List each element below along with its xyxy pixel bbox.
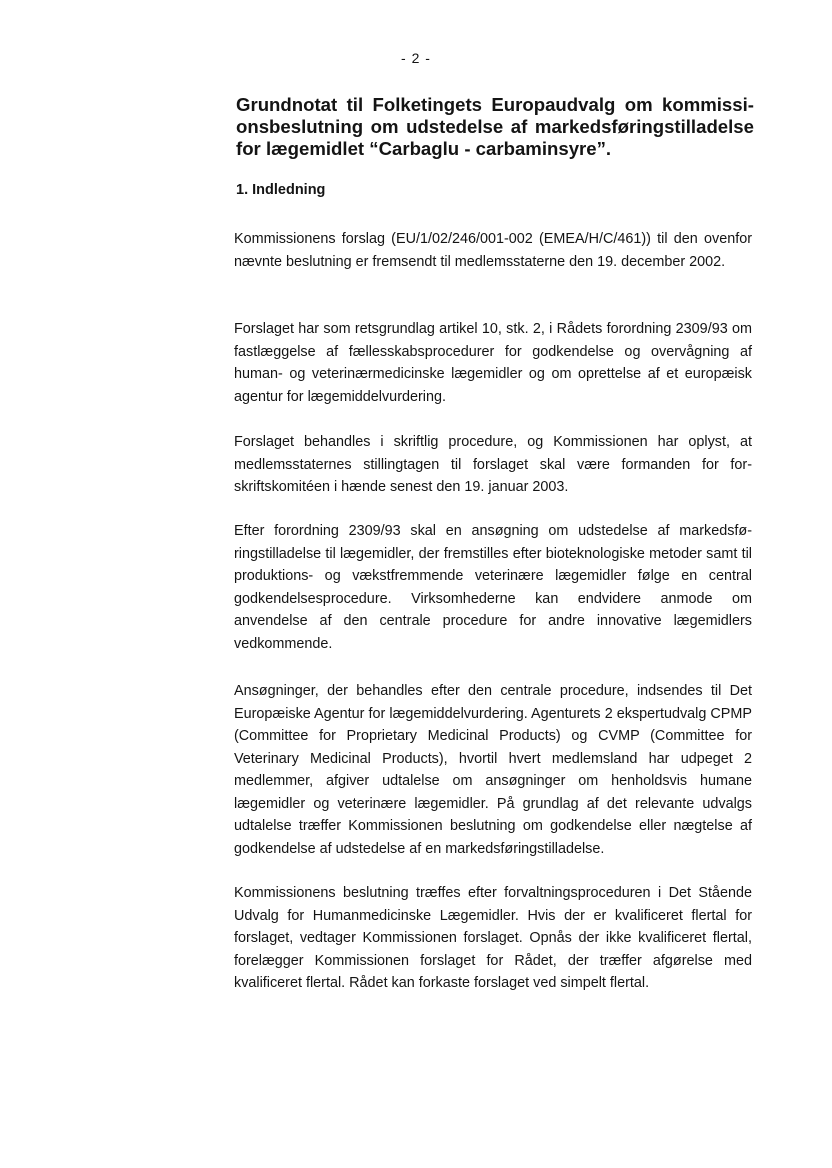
paragraph: Forslaget har som retsgrundlag artikel 10, stk. 2, i Rådets forordning 2309/93 om fastlæggelse af fællesskabsprocedurer for godkendelse og overvågning af human- og veterinærmedicinske lægemidler og om oprettelse af et europæisk agentur for lægemiddelvurdering. xyxy=(234,321,752,405)
paragraph: Ansøgninger, der behandles efter den centrale procedure, indsendes til Det Europæiske Agentur for lægemiddelvurdering. Agenturets 2 ekspertudvalg CPMP (Committee for Proprietary Medicinal Products) og CVMP (Committee for Veterinary Medicinal Products), hvortil hvert medlemsland har udpeget 2 medlemmer, afgiver udtalelse om ansøgninger om henholdsvis humane lægemidler og veterinære lægemidler. På grundlag af det relevante udvalgs udtalelse træffer Kommissionen beslutning om godkendelse eller nægtelse af godkendelse af udstedelse af en markedsføringstilladelse. xyxy=(234,683,752,857)
document-title: Grundnotat til Folketingets Europaudvalg om kommissionsbeslutning om udstedelse af markedsføringstilladelse for lægemidlet “Carbaglu - carbaminsyre”. xyxy=(236,94,754,159)
page-number: - 2 - xyxy=(401,50,431,66)
section-heading: 1. Indledning xyxy=(236,182,326,198)
paragraph: Forslaget behandles i skriftlig procedure, og Kommissionen har oplyst, at medlemsstaternes stillingtagen til forslaget skal være formanden for forskriftskomitéen i hænde senest den 19. januar 2003. xyxy=(234,434,752,495)
paragraph: Kommissionens forslag (EU/1/02/246/001-002 (EMEA/H/C/461)) til den ovenfor nævnte beslutning er fremsendt til medlemsstaterne den 19. december 2002. xyxy=(234,231,752,270)
paragraph: Kommissionens beslutning træffes efter forvaltningsproceduren i Det Stående Udvalg for Humanmedicinske Lægemidler. Hvis der er kvalificeret flertal for forslaget, vedtager Kommissionen forslaget. Opnås der ikke kvalificeret flertal, forelægger Kommissionen forslaget for Rådet, der træffer afgørelse med kvalificeret flertal. Rådet kan forkaste forslaget ved simpelt flertal. xyxy=(234,885,752,991)
paragraph: Efter forordning 2309/93 skal en ansøgning om udstedelse af markedsføringstilladelse til lægemidler, der fremstilles efter bioteknologiske metoder samt til produktions- og vækstfremmende veterinære lægemidler følge en central godkendelsesprocedure. Virksomhederne kan endvidere anmode om anvendelse af den centrale procedure for andre innovative lægemidlers vedkommende. xyxy=(234,523,752,652)
